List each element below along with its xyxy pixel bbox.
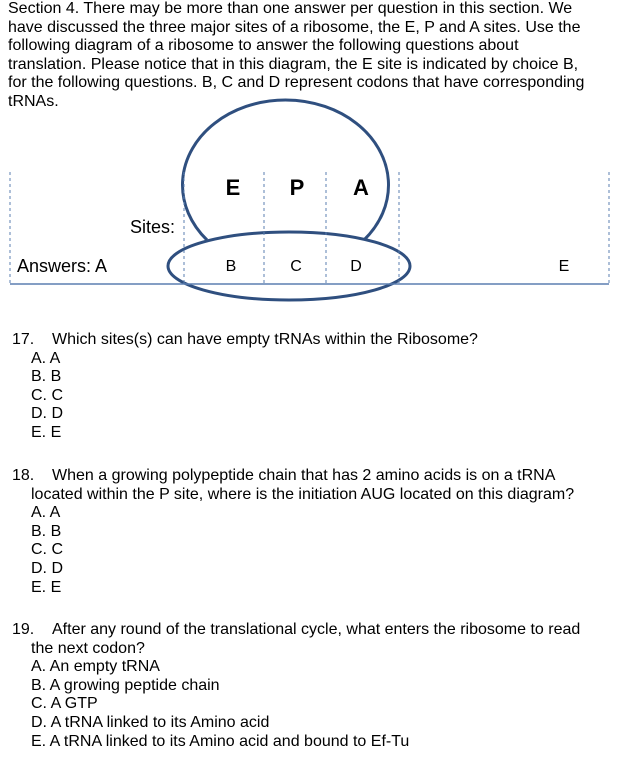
question-19 (12, 621, 580, 751)
answer-option: A. A (31, 349, 61, 367)
site-e-label: E (225, 175, 241, 200)
question-text: When a growing polypeptide chain that has 2 amino acids is on a tRNA (52, 467, 556, 484)
codon-b-label: B (225, 258, 237, 275)
site-p-label: P (289, 175, 305, 200)
intro-line: have discussed the three major sites of a ribosome, the E, P and A sites. Use the (8, 18, 581, 36)
answers-label: Answers: A (17, 256, 108, 276)
answer-option: C. A GTP (31, 695, 98, 713)
question-stem (12, 467, 574, 486)
question-text-continued: the next codon? (31, 639, 145, 657)
intro-line: tRNAs. (8, 92, 59, 110)
question-number: 19. (12, 621, 35, 638)
small-subunit (168, 232, 410, 300)
answer-option: B. A growing peptide chain (31, 676, 220, 694)
answer-option: E. A tRNA linked to its Amino acid and bound to Ef-Tu (31, 732, 410, 750)
question-17 (12, 331, 478, 443)
question-stem (12, 621, 580, 640)
question-text-continued: located within the P site, where is the initiation AUG located on this diagram? (31, 485, 575, 503)
answer-option: D. A tRNA linked to its Amino acid (31, 713, 270, 731)
answer-option: E. E (31, 423, 62, 441)
intro-line: Section 4. There may be more than one answer per question in this section. We (8, 0, 573, 17)
answer-option: A. An empty tRNA (31, 658, 160, 676)
codon-c-label: C (290, 258, 302, 275)
question-text: Which sites(s) can have empty tRNAs within the Ribosome? (52, 331, 478, 348)
intro-line: translation. Please notice that in this diagram, the E site is indicated by choice B, (8, 55, 579, 73)
answer-option: D. D (31, 559, 63, 577)
answer-option: A. A (31, 504, 61, 522)
answer-option: B. B (31, 368, 62, 386)
answer-option: C. C (31, 541, 63, 559)
answer-option: B. B (31, 522, 62, 540)
question-number: 17. (12, 331, 35, 348)
answer-e-label: E (558, 258, 570, 275)
codon-d-label: D (350, 258, 362, 275)
sites-label: Sites: (130, 217, 176, 237)
intro-line: following diagram of a ribosome to answer the following questions about (8, 37, 519, 55)
answer-option: E. E (31, 578, 62, 596)
intro-line: for the following questions. B, C and D represent codons that have corresponding (8, 74, 585, 92)
question-stem (12, 331, 478, 350)
large-subunit (183, 100, 389, 240)
ribosome-diagram (0, 0, 634, 330)
question-text: After any round of the translational cycle, what enters the ribosome to read (52, 621, 581, 638)
site-a-label: A (353, 175, 369, 200)
answer-option: C. C (31, 386, 63, 404)
question-18 (12, 467, 574, 597)
answer-option: D. D (31, 405, 63, 423)
question-number: 18. (12, 467, 35, 484)
